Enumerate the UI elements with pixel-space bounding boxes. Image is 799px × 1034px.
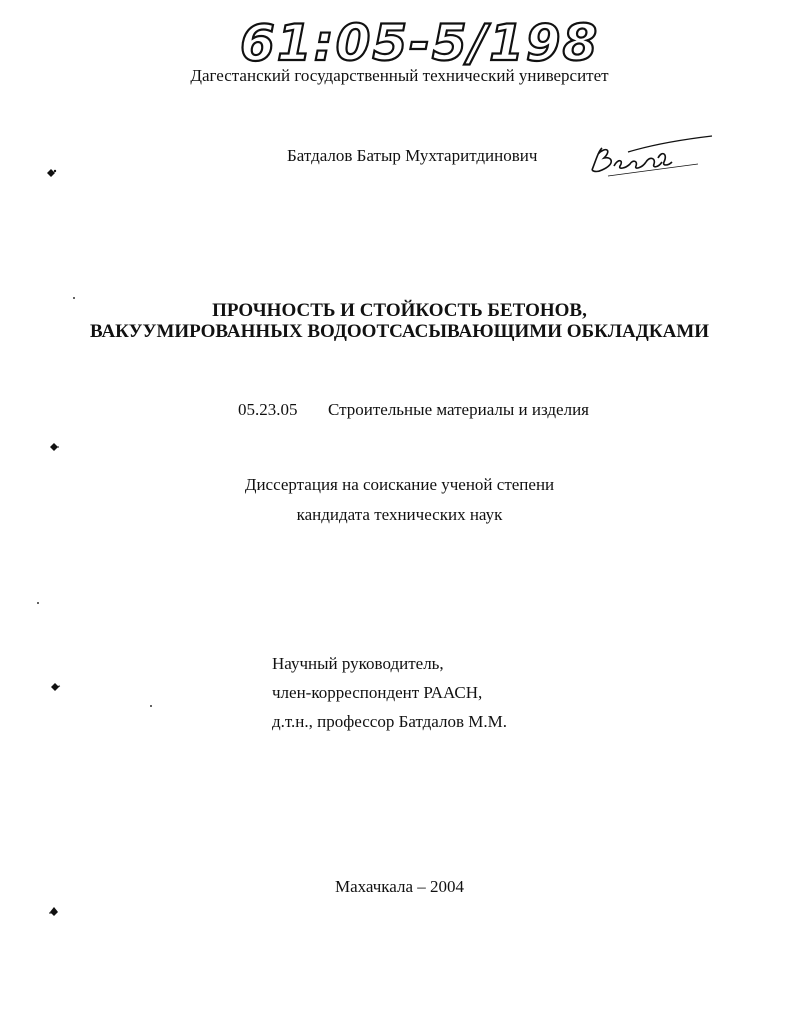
specialty-name: Строительные материалы и изделия	[328, 400, 589, 419]
binding-mark	[48, 440, 60, 452]
university-name: Дагестанский государственный технический университет	[190, 66, 609, 85]
degree-line-1: Диссертация на соискание ученой степени	[244, 475, 555, 494]
degree-line-2: кандидата технических наук	[296, 505, 503, 524]
advisor-line-2: член-корреспондент РААСН,	[272, 683, 483, 702]
author-signature	[588, 132, 718, 184]
scan-speck	[150, 705, 152, 707]
advisor-line-1: Научный руководитель,	[272, 654, 444, 673]
title-line-2: ВАКУУМИРОВАННЫХ ВОДООТСАСЫВАЮЩИМИ ОБКЛАДКАМИ	[89, 321, 710, 342]
author-name: Батдалов Батыр Мухтаритдинович	[287, 146, 538, 165]
binding-mark	[48, 904, 60, 916]
binding-mark	[49, 680, 61, 692]
scientific-advisor	[272, 649, 507, 736]
title-line-1: ПРОЧНОСТЬ И СТОЙКОСТЬ БЕТОНОВ,	[212, 300, 587, 321]
city-year: Махачкала – 2004	[334, 877, 465, 896]
archive-stamp-text: 61:05-5/198	[240, 14, 600, 72]
scan-speck	[73, 297, 75, 299]
advisor-line-3: д.т.н., профессор Батдалов М.М.	[272, 712, 507, 731]
dissertation-title	[0, 300, 799, 342]
binding-mark	[45, 166, 57, 178]
specialty-code: 05.23.05	[238, 400, 298, 419]
degree-statement	[0, 470, 799, 530]
specialty	[238, 400, 589, 420]
scan-speck	[37, 602, 39, 604]
